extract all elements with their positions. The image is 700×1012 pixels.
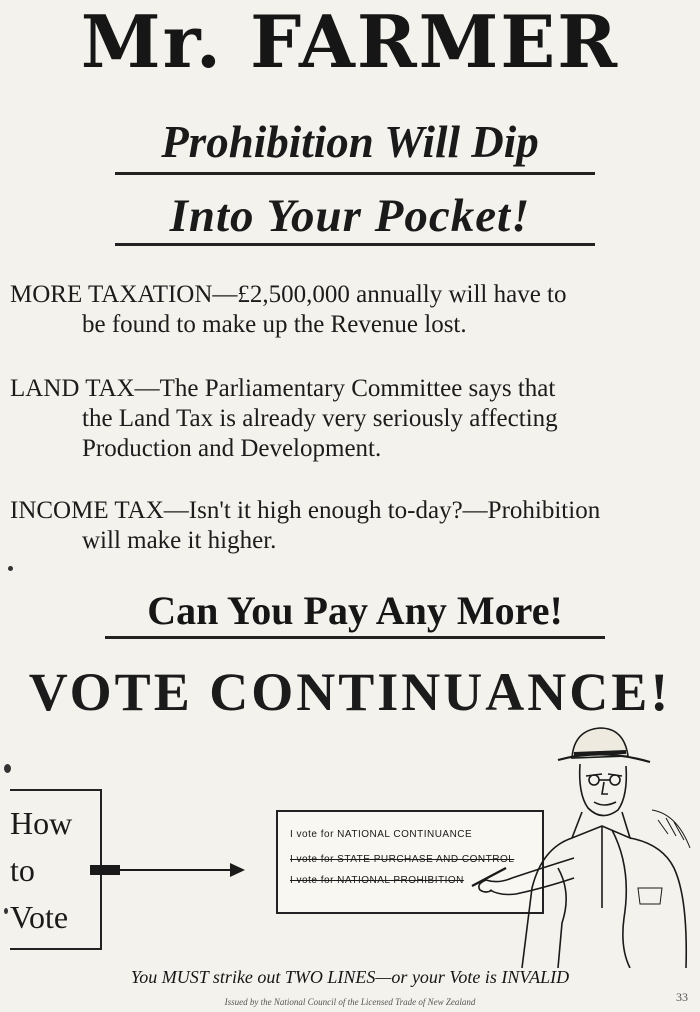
ink-speck [4, 908, 8, 914]
income-tax-paragraph [10, 496, 700, 556]
how-to-vote-word: Vote [10, 899, 69, 935]
paragraph-line: the Land Tax is already very seriously affecting [82, 405, 558, 432]
pay-more-rule [105, 636, 605, 639]
vote-continuance-slogan: VOTE CONTINUANCE! [28, 662, 672, 722]
ink-speck [8, 566, 13, 571]
how-to-vote-word: to [10, 852, 35, 888]
arrow-right-icon [90, 855, 245, 885]
ink-speck [4, 764, 11, 773]
subheadline-line-2: Into Your Pocket! [169, 190, 531, 242]
ballot-line-state-purchase: I vote for STATE PURCHASE AND CONTROL [290, 854, 515, 865]
how-to-vote-word: How [10, 805, 73, 841]
ballot-line-prohibition: I vote for NATIONAL PROHIBITION [290, 875, 464, 886]
farmer-with-pen-icon [462, 718, 700, 968]
issued-by-credit: Issued by the National Council of the Licensed Trade of New Zealand [224, 997, 476, 1007]
ballot-line-continuance: I vote for NATIONAL CONTINUANCE [290, 829, 473, 840]
paragraph-line: will make it higher. [82, 527, 277, 554]
page-number: 33 [676, 990, 688, 1004]
pay-more-slogan: Can You Pay Any More! [147, 588, 563, 633]
invalid-vote-warning: You MUST strike out TWO LINES—or your Vote is INVALID [130, 967, 570, 987]
paragraph-line: LAND TAX—The Parliamentary Committee says that [10, 375, 556, 402]
paragraph-line: be found to make up the Revenue lost. [82, 311, 467, 338]
headline: Mr. FARMER [80, 0, 620, 84]
taxation-paragraph [10, 280, 700, 340]
paragraph-line: MORE TAXATION—£2,500,000 annually will have to [10, 281, 567, 308]
paragraph-line: Production and Development. [82, 435, 382, 462]
subheadline-line-1: Prohibition Will Dip [161, 117, 539, 167]
paragraph-line: INCOME TAX—Isn't it high enough to-day?—Prohibition [10, 497, 601, 524]
subheadline-rule-1 [115, 172, 595, 175]
land-tax-paragraph [10, 374, 700, 464]
subheadline-rule-2 [115, 243, 595, 246]
